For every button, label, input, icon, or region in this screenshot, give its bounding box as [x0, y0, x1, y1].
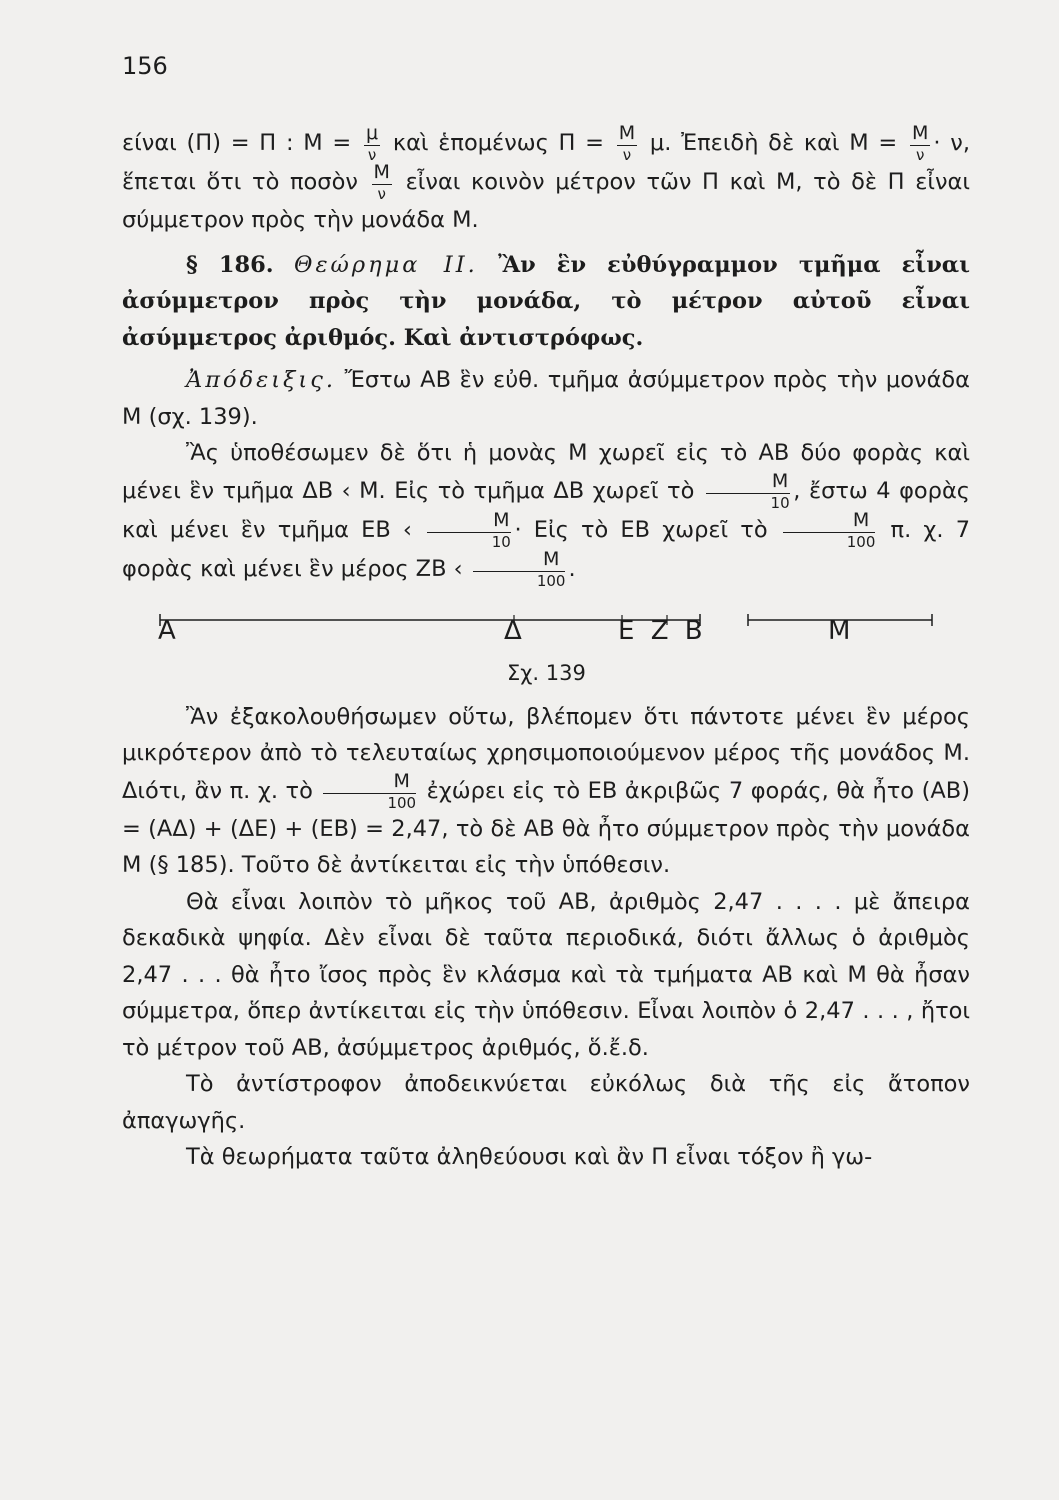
paragraph-intro: είναι (Π) = Π : Μ = $\frac{\mu}{\nu}$ καὶ ἑπομένως Π = $\frac{M}{\nu}$ μ. Ἐπειδὴ δὲ καὶ Μ = $\frac{M}{\nu}$ · ν, ἕπεται ὅτι τὸ ποσὸν $\frac{M}{\nu}$ εἶναι κοινὸν μέτρον τῶν Π καὶ Μ, τὸ δὲ Π εἶναι σύμμετρον πρὸς τὴν μονάδα Μ. [122, 122, 971, 233]
fraction: $\frac{M}{10}$ [706, 472, 790, 511]
unit-m-label: Μ [828, 615, 851, 646]
figure-139 [122, 603, 970, 699]
page-body [122, 124, 970, 1176]
paragraph-converse: Τὸ ἀντίστροφον ἀποδεικνύεται εὐκόλως διὰ τῆς εἰς ἄτοπον ἀπαγωγῆς. [122, 1071, 970, 1134]
page-number: 156 [122, 52, 168, 80]
fraction: $\frac{M}{100}$ [783, 511, 876, 550]
proof-paragraph: Ἀπόδειξις. Ἔστω ΑΒ ἓν εὐθ. τμῆμα ἀσύμμετρον πρὸς τὴν μονάδα Μ (σχ. 139). [122, 367, 970, 430]
point-a-label: Α [158, 615, 176, 646]
points-ezb-label: Ε Ζ Β [618, 615, 707, 646]
theorem-text: Ἂν ἓν εὐθύγραμμον τμῆμα εἶναι ἀσύμμετρον πρὸς τὴν μονάδα, τὸ μέτρον αὐτοῦ εἶναι ἀσύμμετρος ἀριθμός. Καὶ ἀντιστρόφως. [122, 251, 971, 351]
fraction: $\frac{\mu}{\nu}$ [365, 122, 379, 164]
theorem-label: Θεώρημα ΙΙ. [294, 251, 478, 278]
theorem-statement [122, 247, 970, 357]
figure-caption: Σχ. 139 [507, 660, 586, 685]
paragraph-continuation: Ἂν ἐξακολουθήσωμεν οὕτω, βλέπομεν ὅτι πάντοτε μένει ἓν μέρος μικρότερον ἀπὸ τὸ τελευταίως χρησιμοποιούμενον μέρος τῆς μονάδος Μ. Διότι, ἂν π. χ. τὸ $\frac{M}{100}$ ἐχώρει εἰς τὸ ΕΒ ἀκριβῶς 7 φοράς, θὰ ἦτο (ΑΒ) = (ΑΔ) + (ΔΕ) + (ΕΒ) = 2,47, τὸ δὲ ΑΒ θὰ ἦτο σύμμετρον πρὸς τὴν μονάδα Μ (§ 185). Τοῦτο δὲ ἀντίκειται εἰς τὴν ὑπόθεσιν. [122, 703, 970, 878]
fraction: $\frac{M}{100}$ [473, 550, 566, 589]
fraction: $\frac{M}{\nu}$ [912, 122, 929, 164]
paragraph-final: Τὰ θεωρήματα ταῦτα ἀληθεύουσι καὶ ἂν Π εἶναι τόξον ἢ γω- [186, 1144, 873, 1170]
fraction: $\frac{M}{10}$ [427, 511, 511, 550]
fraction: $\frac{M}{\nu}$ [618, 122, 636, 164]
point-d-label: Δ [504, 615, 522, 646]
paragraph-conclusion: Θὰ εἶναι λοιπὸν τὸ μῆκος τοῦ ΑΒ, ἀριθμὸς 2,47 . . . . μὲ ἄπειρα δεκαδικὰ ψηφία. Δὲν εἶναι δὲ ταῦτα περιοδικά, διότι ἄλλως ὁ ἀριθμὸς 2,47 . . . θὰ ἦτο ἴσος πρὸς ἓν κλάσμα καὶ τὰ τμήματα ΑΒ καὶ Μ θὰ ἦσαν σύμμετρα, ὅπερ ἀντίκειται εἰς τὴν ὑπόθεσιν. Εἶναι λοιπὸν ὁ 2,47 . . . , ἤτοι τὸ μέτρον τοῦ ΑΒ, ἀσύμμετρος ἀριθμός, ὅ.ἔ.δ. [122, 888, 970, 1061]
fraction: $\frac{M}{100}$ [323, 772, 416, 811]
fraction: $\frac{M}{\nu}$ [373, 161, 390, 203]
proof-label: Ἀπόδειξις. [186, 367, 336, 393]
section-number: § 186. [186, 251, 274, 278]
paragraph-assumption: Ἂς ὑποθέσωμεν δὲ ὅτι ἡ μονὰς Μ χωρεῖ εἰς τὸ ΑΒ δύο φορὰς καὶ μένει ἓν τμῆμα ΔΒ ‹ Μ. Εἰς τὸ τμῆμα ΔΒ χωρεῖ τὸ $\frac{M}{10}$ , ἔστω 4 φορὰς καὶ μένει ἓν τμῆμα ΕΒ ‹ $\frac{M}{10}$ · Εἰς τὸ ΕΒ χωρεῖ τὸ $\frac{M}{100}$ π. χ. 7 φορὰς καὶ μένει ἓν μέρος ΖΒ ‹ $\frac{M}{100}$ . [122, 440, 971, 590]
